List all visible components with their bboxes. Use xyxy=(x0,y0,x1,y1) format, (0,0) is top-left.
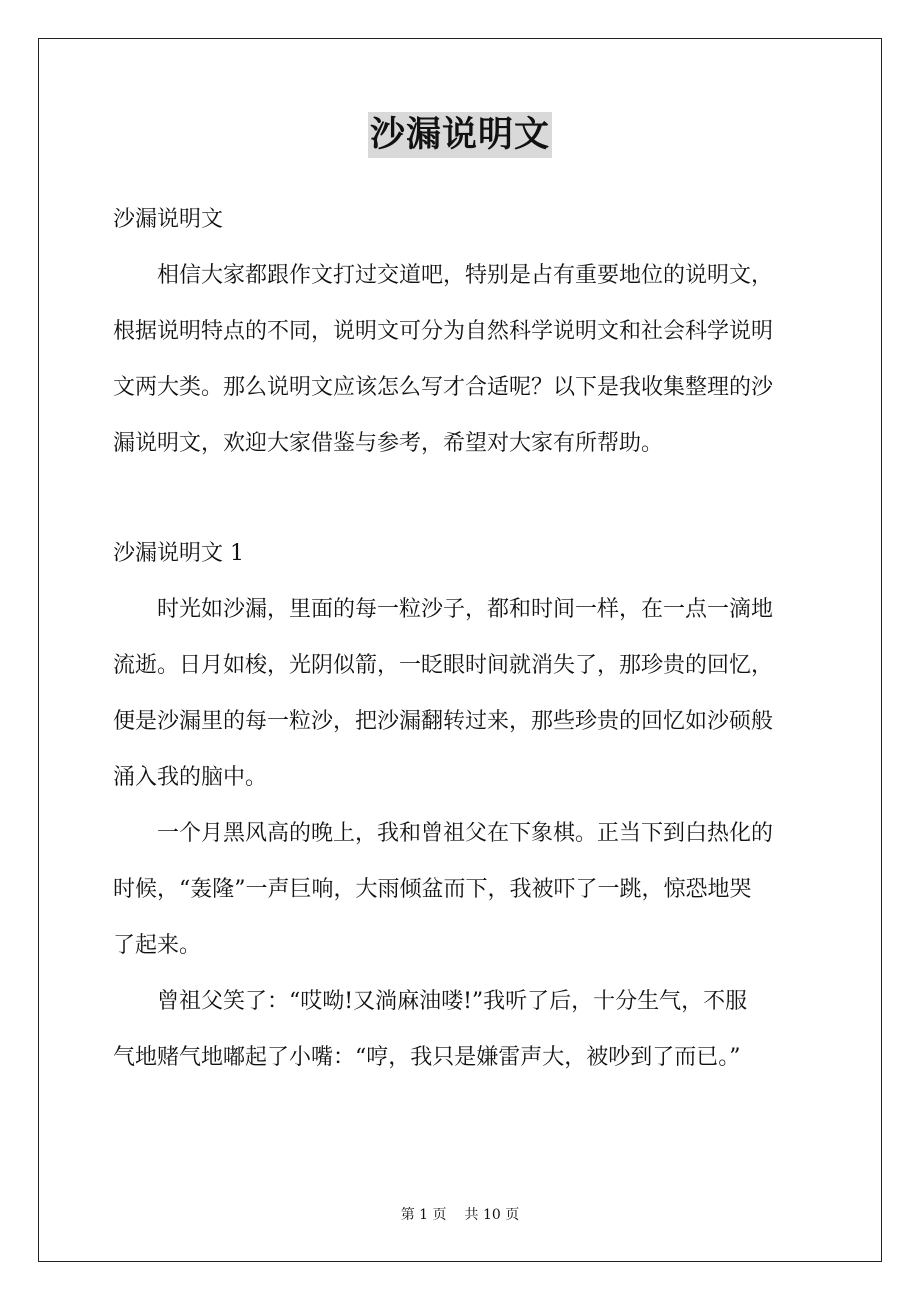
title-container xyxy=(0,112,920,158)
body-paragraph: 一个月黑风高的晚上，我和曾祖父在下象棋。正当下到白热化的 时候，“轰隆”一声巨响，大雨倾盆而下，我被吓了一跳，惊恐地哭 了起来。 xyxy=(113,821,774,958)
page-number-total: 共 10 页 xyxy=(464,1207,520,1223)
intro-paragraph: 相信大家都跟作文打过交道吧，特别是占有重要地位的说明文， 根据说明特点的不同，说明文可分为自然科学说明文和社会科学说明 文两大类。那么说明文应该怎么写才合适呢？以下是我收集整理的沙 漏说明文，欢迎大家借鉴与参考，希望对大家有所帮助。 xyxy=(113,263,774,456)
body-paragraph: 曾祖父笑了：“哎呦!又淌麻油喽!”我听了后，十分生气，不服 气地赌气地嘟起了小嘴：“哼，我只是嫌雷声大，被吵到了而已。” xyxy=(113,989,748,1070)
intro-heading: 沙漏说明文 xyxy=(113,207,224,232)
body-paragraph: 时光如沙漏，里面的每一粒沙子，都和时间一样，在一点一滴地 流逝。日月如梭，光阴似箭，一眨眼时间就消失了，那珍贵的回忆， 便是沙漏里的每一粒沙，把沙漏翻转过来，那些珍贵的回忆如沙硕般 涌入我的脑中。 xyxy=(113,597,774,790)
document-body xyxy=(113,192,813,1086)
page-footer xyxy=(0,1205,920,1225)
section-heading: 沙漏说明文 1 xyxy=(113,541,244,566)
section-spacer xyxy=(113,472,813,526)
page-number-current: 第 1 页 xyxy=(400,1207,447,1223)
document-title: 沙漏说明文 xyxy=(368,112,552,158)
